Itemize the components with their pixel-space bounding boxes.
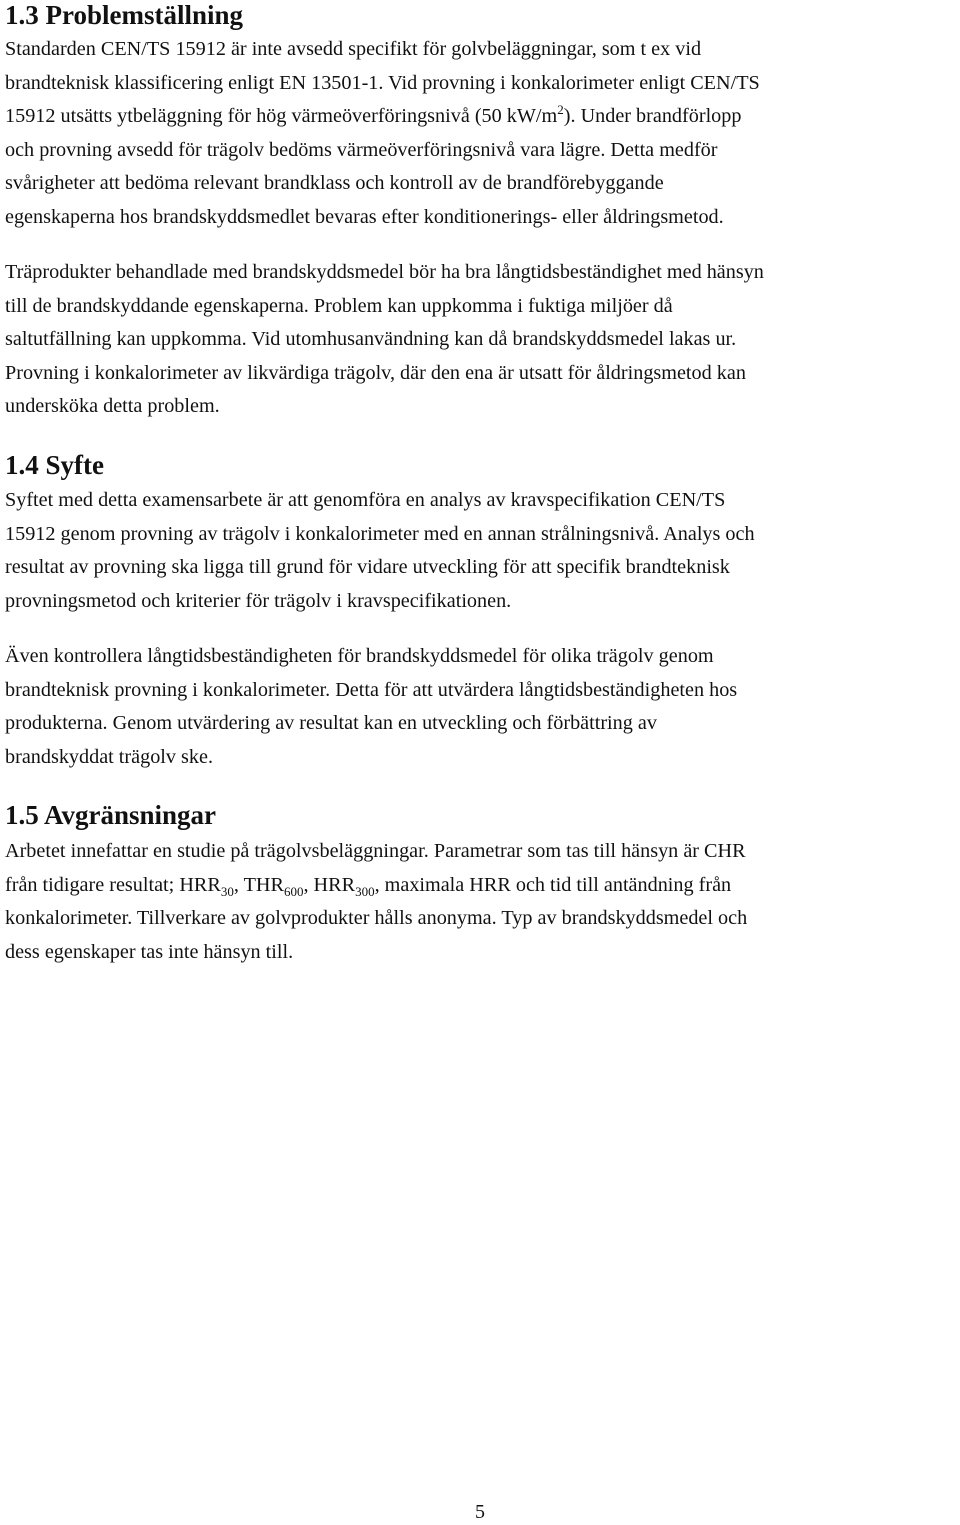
problem-paragraph-2 (5, 256, 764, 424)
text-segment: , HRR (303, 873, 356, 896)
text-line: Provning i konkalorimeter av likvärdiga trägolv, där den ena är utsatt för åldringsmetod kan (5, 361, 746, 384)
text-line: saltutfällning kan uppkomma. Vid utomhusanvändning kan då brandskyddsmedel lakas ur. (5, 328, 737, 351)
section-heading-problem: 1.3 Problemställning (5, 0, 244, 30)
purpose-paragraph-2 (5, 640, 737, 774)
section-heading-purpose: 1.4 Syfte (5, 450, 104, 480)
subscript: 600 (283, 883, 304, 899)
text-line: 15912 genom provning av trägolv i konkalorimeter med en annan strålningsnivå. Analys och (5, 522, 755, 545)
text-line: och provning avsedd för trägolv bedöms värmeöverföringsnivå vara lägre. Detta medför (5, 138, 718, 161)
section-heading-limitations: 1.5 Avgränsningar (5, 800, 217, 830)
purpose-paragraph-1 (5, 484, 755, 618)
text-line: undersköka detta problem. (5, 395, 220, 418)
text-line: svårigheter att bedöma relevant brandklass och kontroll av de brandförebyggande (5, 172, 664, 195)
text-line: Syftet med detta examensarbete är att genomföra en analys av kravspecifikation CEN/TS (5, 489, 726, 511)
text-line: egenskaperna hos brandskyddsmedlet bevaras efter konditionerings- eller åldringsmetod. (5, 205, 724, 228)
text-line: produkterna. Genom utvärdering av resultat kan en utveckling och förbättring av (5, 712, 657, 735)
limitations-paragraph-1 (5, 835, 747, 969)
text-line: resultat av provning ska ligga till grund för vidare utveckling för att specifik brandteknisk (5, 556, 730, 579)
text-line: Även kontrollera långtidsbeständigheten för brandskyddsmedel för olika trägolv genom (5, 645, 714, 667)
text-segment: , THR (233, 873, 284, 896)
text-line: Träprodukter behandlade med brandskyddsmedel bör ha bra långtidsbeständighet med hänsyn (5, 261, 764, 283)
text-line (5, 100, 760, 134)
text-segment: ). Under brandförlopp (563, 105, 742, 128)
text-line: konkalorimeter. Tillverkare av golvprodukter hålls anonyma. Typ av brandskyddsmedel och (5, 907, 748, 930)
text-line: till de brandskyddande egenskaperna. Problem kan uppkomma i fuktiga miljöer då (5, 294, 673, 317)
text-line: Arbetet innefattar en studie på trägolvsbeläggningar. Parametrar som tas till hänsyn är CHR (5, 840, 746, 862)
text-line: dess egenskaper tas inte hänsyn till. (5, 940, 294, 963)
superscript: 2 (557, 102, 564, 118)
text-line: brandteknisk provning i konkalorimeter. Detta för att utvärdera långtidsbeständigheten hos (5, 678, 738, 701)
text-line: provningsmetod och kriterier för trägolv i kravspecifikationen. (5, 589, 512, 612)
text-line: brandskyddat trägolv ske. (5, 745, 213, 768)
text-segment: från tidigare resultat; HRR (5, 873, 221, 896)
text-segment: 15912 utsätts ytbeläggning för hög värmeöverföringsnivå (50 kW/m (5, 105, 558, 128)
page-number: 5 (475, 1501, 485, 1523)
text-line: Standarden CEN/TS 15912 är inte avsedd specifikt för golvbeläggningar, som t ex vid (5, 38, 702, 60)
text-line (5, 869, 747, 903)
subscript: 300 (355, 883, 375, 899)
text-segment: , maximala HRR och tid till antändning från (374, 873, 732, 896)
subscript: 30 (220, 883, 234, 899)
text-line: brandteknisk klassificering enligt EN 13501-1. Vid provning i konkalorimeter enligt CEN/TS (5, 71, 760, 94)
problem-paragraph-1 (5, 33, 760, 235)
